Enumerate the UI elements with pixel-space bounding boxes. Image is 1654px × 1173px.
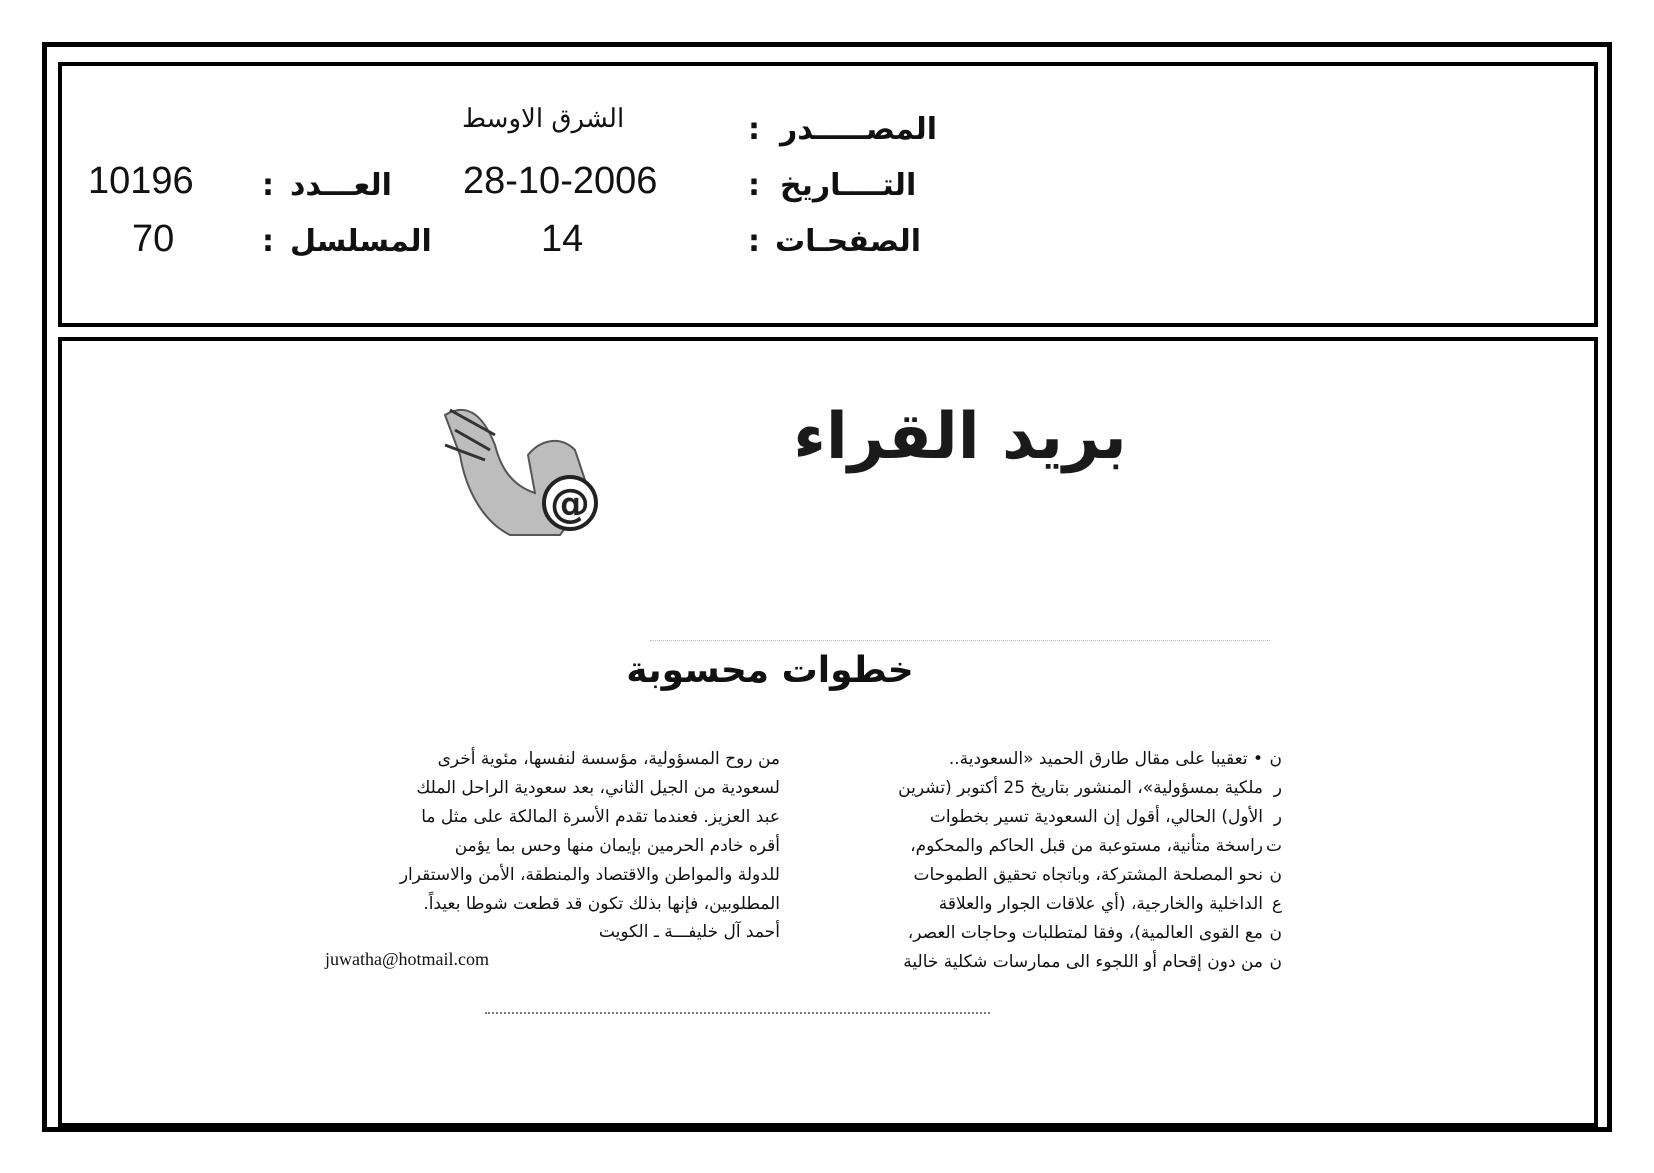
article-line: الأول) الحالي، أقول إن السعودية تسير بخطوات bbox=[929, 807, 1263, 827]
article-column-left bbox=[325, 745, 780, 972]
date-label: التــــاريخ bbox=[780, 168, 917, 203]
article-line: من دون إقحام أو اللجوء الى ممارسات شكلية خالية bbox=[903, 952, 1263, 972]
fragment-char: ت bbox=[1266, 836, 1282, 856]
divider bbox=[485, 1012, 990, 1014]
pages-label: الصفحـات bbox=[775, 224, 921, 259]
article-line: ملكية بمسؤولية»، المنشور بتاريخ 25 أكتوبر (تشرين bbox=[898, 778, 1263, 798]
section-title: بريد القراء bbox=[793, 400, 1127, 474]
author-email: juwatha@hotmail.com bbox=[325, 949, 490, 969]
source-label: المصـــــدر bbox=[780, 112, 938, 147]
article-title: خطوات محسوبة bbox=[626, 650, 914, 691]
serial-label: المسلسل bbox=[290, 224, 432, 259]
article-author: أحمد آل خليفـــة ـ الكويت bbox=[598, 922, 780, 942]
issue-value: 10196 bbox=[88, 160, 194, 202]
article-line: من روح المسؤولية، مؤسسة لنفسها، مئوية أخرى bbox=[437, 749, 780, 769]
article-line: للدولة والمواطن والاقتصاد والمنطقة، الأمن والاستقرار bbox=[399, 865, 780, 885]
fragment-char: ن bbox=[1269, 923, 1282, 943]
source-value: الشرق الاوسط bbox=[462, 104, 625, 134]
cropped-column-fragment bbox=[1266, 745, 1282, 977]
crop-line bbox=[650, 640, 1270, 642]
issue-colon: : bbox=[262, 168, 274, 203]
article-line: نحو المصلحة المشتركة، وباتجاه تحقيق الطموحات bbox=[913, 865, 1263, 885]
date-value: 28-10-2006 bbox=[463, 160, 658, 202]
article-line: لسعودية من الجيل الثاني، بعد سعودية الراحل الملك bbox=[416, 778, 780, 798]
article-line: • تعقيبا على مقال طارق الحميد «السعودية.. bbox=[948, 749, 1263, 769]
issue-label: العـــدد bbox=[290, 168, 392, 203]
article-line: الداخلية والخارجية، (أي علاقات الجوار والعلاقة bbox=[938, 894, 1263, 914]
bird-at-icon bbox=[440, 395, 620, 545]
fragment-char: ر bbox=[1273, 778, 1282, 798]
pages-value: 14 bbox=[541, 218, 584, 260]
article-column-right bbox=[798, 745, 1263, 977]
date-colon: : bbox=[748, 168, 760, 203]
fragment-char: ن bbox=[1269, 865, 1282, 885]
article-line: راسخة متأنية، مستوعبة من قبل الحاكم والمحكوم، bbox=[910, 836, 1263, 856]
article-line: أقره خادم الحرمين بإيمان منها وحس بما يؤمن bbox=[454, 836, 780, 856]
fragment-char: ر bbox=[1273, 807, 1282, 827]
article-line: مع القوى العالمية)، وفقا لمتطلبات وحاجات العصر، bbox=[907, 923, 1263, 943]
serial-colon: : bbox=[262, 224, 274, 259]
logo-at-sign: @ bbox=[550, 481, 590, 527]
pages-colon: : bbox=[748, 224, 760, 259]
serial-value: 70 bbox=[132, 218, 175, 260]
fragment-char: ن bbox=[1269, 749, 1282, 769]
source-colon: : bbox=[748, 112, 760, 147]
article-line: المطلوبين، فإنها بذلك تكون قد قطعت شوطا بعيداً. bbox=[423, 894, 780, 914]
article-line: عبد العزيز. فعندما تقدم الأسرة المالكة على مثل ما bbox=[421, 807, 780, 827]
fragment-char: ع bbox=[1271, 894, 1282, 914]
fragment-char: ن bbox=[1269, 952, 1282, 972]
